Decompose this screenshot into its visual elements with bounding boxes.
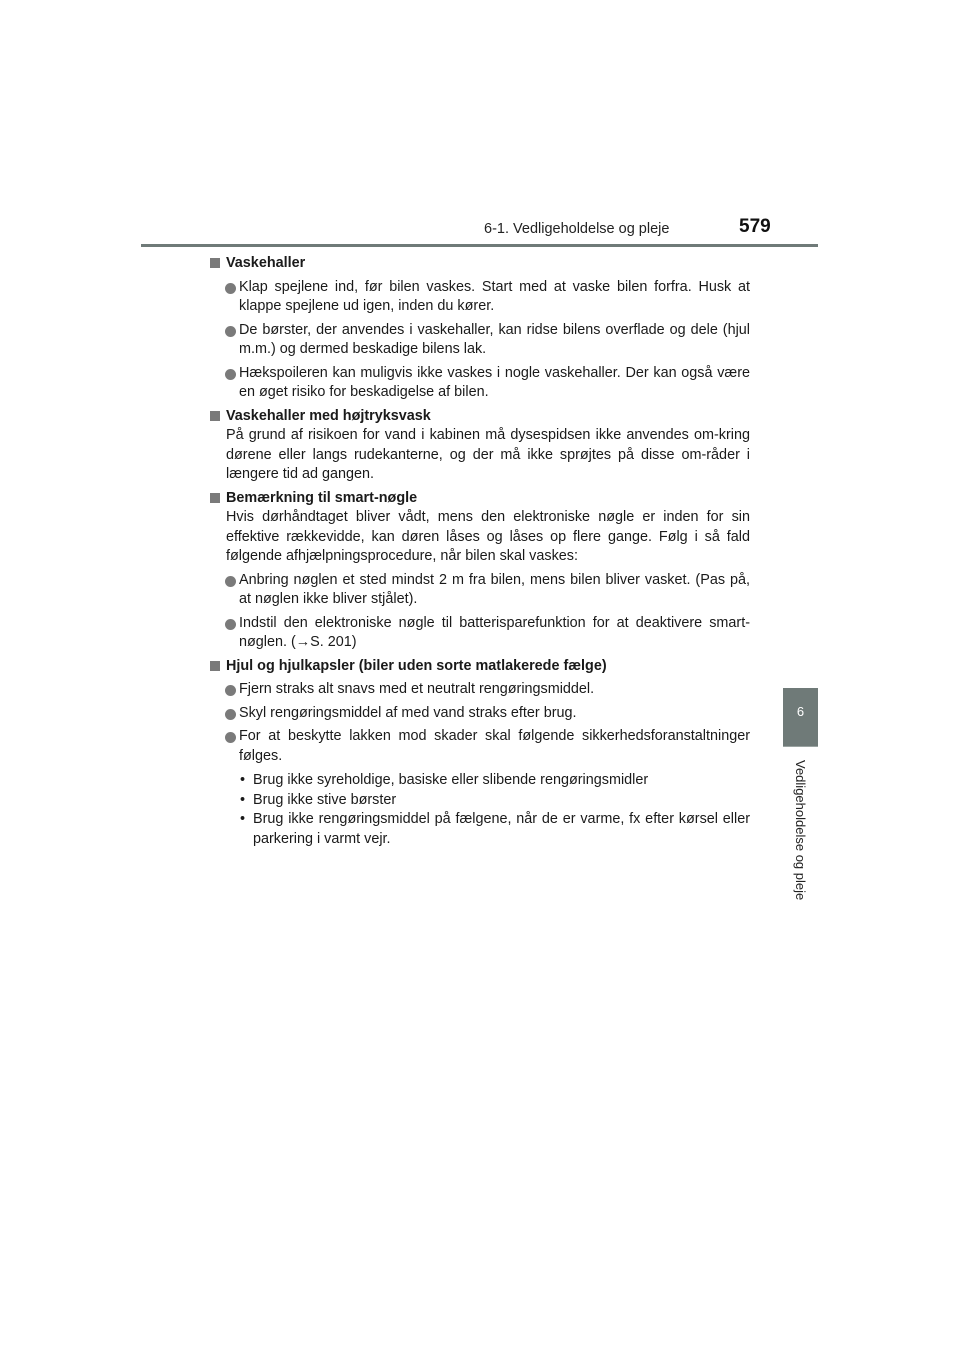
square-bullet-icon: [210, 493, 220, 503]
section-heading: [210, 489, 750, 509]
list-item-text: For at beskytte lakken mod skader skal følgende sikkerhedsforanstaltninger følges.: [239, 728, 750, 764]
list-item-text: Hækspoileren kan muligvis ikke vaskes i nogle vaskehaller. Der kan også være en øget risiko for beskadigelse af bilen.: [239, 364, 750, 400]
sub-list-item: [239, 791, 750, 811]
sub-list-item: [239, 771, 750, 791]
section-heading: [210, 254, 750, 274]
sub-list-item-text: Brug ikke stive børster: [253, 791, 397, 808]
round-bullet-icon: [225, 732, 236, 743]
sub-list-item: [239, 810, 750, 849]
small-bullet-icon: •: [240, 811, 246, 827]
list-item: [210, 614, 750, 653]
chapter-tab-number: 6: [796, 704, 805, 719]
sub-list: [210, 771, 750, 849]
section-paragraph: På grund af risikoen for vand i kabinen må dysespidsen ikke anvendes om-kring dørene eller langs rudekanterne, og der må ikke sprøjtes på disse om-råder i længere tid ad gangen.: [226, 427, 750, 482]
page-number: 579: [739, 216, 771, 237]
list-item-text: Skyl rengøringsmiddel af med vand straks efter brug.: [239, 704, 577, 721]
square-bullet-icon: [210, 258, 220, 268]
section-heading: [210, 657, 750, 677]
list-item: [210, 278, 750, 317]
small-bullet-icon: •: [240, 791, 246, 808]
chapter-tab-label: Vedligeholdelse og pleje: [793, 760, 808, 901]
section-heading-text: Bemærkning til smart-nøgle: [226, 489, 418, 506]
list-item-text: De børster, der anvendes i vaskehaller, kan ridse bilens overflade og dele (hjul m.m.) og dermed beskadige bilens lak.: [239, 321, 750, 357]
sub-list-item-text: Brug ikke rengøringsmiddel på fælgene, når de er varme, fx efter kørsel eller parkering i varmt vejr.: [253, 811, 750, 847]
page-content: [210, 254, 750, 849]
square-bullet-icon: [210, 661, 220, 671]
sub-list-item-text: Brug ikke syreholdige, basiske eller slibende rengøringsmidler: [253, 772, 649, 788]
chapter-tab: [783, 688, 818, 746]
list-item: [210, 571, 750, 610]
list-item: [210, 321, 750, 360]
list-item: [210, 680, 750, 700]
list-item: [210, 727, 750, 766]
round-bullet-icon: [225, 326, 236, 337]
header-section-title: 6-1. Vedligeholdelse og pleje: [484, 221, 670, 237]
section-paragraph: Hvis dørhåndtaget bliver vådt, mens den elektroniske nøgle er inden for sin effektive rækkevidde, kan døren låses og låses op flere gange. Følg i så fald følgende afhjælpningsprocedure, når bilen skal vaskes:: [226, 509, 750, 564]
round-bullet-icon: [225, 283, 236, 294]
round-bullet-icon: [225, 709, 236, 720]
list-item: [210, 364, 750, 403]
list-item-text: Indstil den elektroniske nøgle til batterisparefunktion for at deaktivere smart-nøglen. (→S. 201): [239, 614, 750, 650]
section-heading-text: Vaskehaller: [226, 255, 306, 271]
small-bullet-icon: •: [240, 772, 246, 788]
list-item: [210, 704, 750, 724]
header-divider: [141, 244, 818, 247]
round-bullet-icon: [225, 619, 236, 630]
list-item-text: Anbring nøglen et sted mindst 2 m fra bilen, mens bilen bliver vasket. (Pas på, at nøglen ikke bliver stjålet).: [239, 571, 750, 607]
section-heading-text: Hjul og hjulkapsler (biler uden sorte matlakerede fælge): [226, 657, 607, 674]
section-heading-text: Vaskehaller med højtryksvask: [226, 407, 431, 424]
square-bullet-icon: [210, 411, 220, 421]
list-item-text: Klap spejlene ind, før bilen vaskes. Start med at vaske bilen forfra. Husk at klappe spejlene ud igen, inden du kører.: [239, 278, 750, 314]
round-bullet-icon: [225, 369, 236, 380]
round-bullet-icon: [225, 685, 236, 696]
list-item-text: Fjern straks alt snavs med et neutralt rengøringsmiddel.: [239, 681, 595, 697]
round-bullet-icon: [225, 576, 236, 587]
chapter-tab-divider: [783, 746, 818, 747]
section-heading: [210, 407, 750, 427]
